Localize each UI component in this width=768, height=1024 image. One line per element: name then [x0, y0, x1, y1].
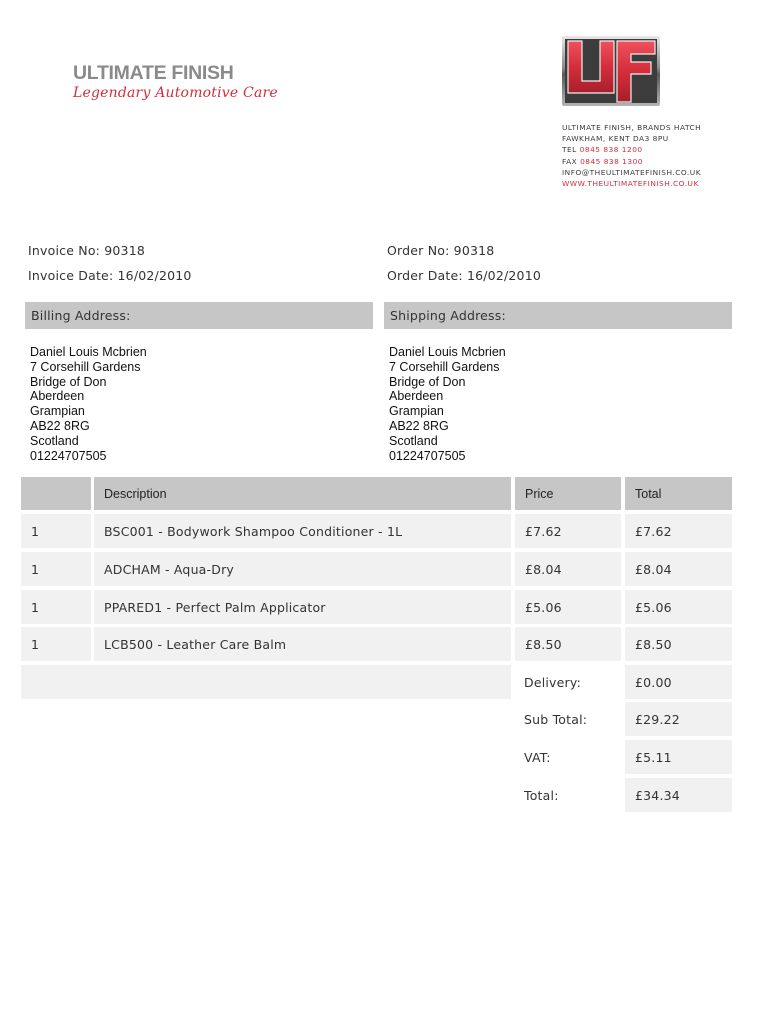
shipping-address-heading: Shipping Address: [384, 302, 732, 329]
item-qty: 1 [21, 627, 91, 661]
shipping-line: Bridge of Don [389, 374, 466, 389]
order-date: Order Date: 16/02/2010 [387, 268, 542, 283]
vat-value: £5.11 [625, 740, 732, 774]
shipping-line: Scotland [389, 433, 438, 448]
description-header: Description [94, 477, 511, 510]
address-line-2: FAWKHAM, KENT DA3 8PU [562, 134, 669, 144]
item-qty: 1 [21, 590, 91, 624]
contact-block [562, 122, 701, 189]
invoice-date: Invoice Date: 16/02/2010 [28, 268, 192, 283]
invoice-number: Invoice No: 90318 [28, 243, 146, 258]
tel-line [562, 144, 701, 155]
subtotal-label: Sub Total: [524, 711, 588, 727]
email-link[interactable]: INFO@THEULTIMATEFINISH.CO.UK [562, 167, 702, 177]
shipping-line: Daniel Louis Mcbrien [389, 345, 506, 359]
item-total: £8.04 [625, 552, 732, 586]
item-total: £5.06 [625, 590, 732, 624]
price-header: Price [515, 477, 621, 510]
shipping-address [389, 345, 506, 463]
brand-tagline: Legendary Automotive Care [73, 85, 278, 101]
total-header: Total [625, 477, 732, 510]
billing-line: AB22 8RG [30, 418, 90, 433]
item-qty: 1 [21, 514, 91, 548]
billing-line: Scotland [30, 433, 79, 448]
billing-line: 7 Corsehill Gardens [30, 359, 141, 374]
qty-header [21, 477, 91, 510]
item-description: LCB500 - Leather Care Balm [94, 627, 511, 661]
item-description: BSC001 - Bodywork Shampoo Conditioner - 1L [94, 514, 511, 548]
tel-label: TEL [562, 145, 577, 155]
order-number: Order No: 90318 [387, 243, 495, 258]
item-price: £7.62 [515, 514, 621, 548]
shipping-line: AB22 8RG [389, 418, 449, 433]
billing-line: 01224707505 [30, 448, 107, 463]
brand-block [73, 63, 278, 102]
fax-number: 0845 838 1300 [580, 156, 643, 166]
item-qty: 1 [21, 552, 91, 586]
item-description: PPARED1 - Perfect Palm Applicator [94, 590, 511, 624]
tel-number[interactable]: 0845 838 1200 [579, 145, 643, 155]
brand-name: ULTIMATE FINISH [73, 62, 234, 84]
item-total: £8.50 [625, 627, 732, 661]
uf-logo [562, 36, 660, 106]
fax-label: FAX [562, 156, 578, 166]
address-line-1: ULTIMATE FINISH, BRANDS HATCH [562, 123, 702, 132]
delivery-value: £0.00 [625, 665, 732, 699]
billing-line: Aberdeen [30, 389, 85, 404]
item-price: £8.50 [515, 627, 621, 661]
empty-row [21, 665, 511, 699]
vat-label: VAT: [524, 749, 551, 765]
total-label: Total: [524, 787, 559, 803]
shipping-line: 7 Corsehill Gardens [389, 359, 500, 374]
shipping-line: 01224707505 [389, 448, 466, 463]
billing-line: Daniel Louis Mcbrien [30, 345, 147, 359]
delivery-label: Delivery: [524, 674, 581, 690]
billing-line: Grampian [30, 404, 85, 419]
grand-total-value: £34.34 [625, 778, 732, 812]
fax-line [562, 156, 701, 167]
subtotal-value: £29.22 [625, 702, 732, 736]
item-price: £5.06 [515, 590, 621, 624]
website-link[interactable]: WWW.THEULTIMATEFINISH.CO.UK [562, 179, 699, 189]
billing-address-heading: Billing Address: [25, 302, 373, 329]
item-description: ADCHAM - Aqua-Dry [94, 552, 511, 586]
shipping-line: Aberdeen [389, 389, 444, 404]
item-total: £7.62 [625, 514, 732, 548]
billing-line: Bridge of Don [30, 374, 107, 389]
billing-address [30, 345, 147, 463]
item-price: £8.04 [515, 552, 621, 586]
shipping-line: Grampian [389, 404, 444, 419]
